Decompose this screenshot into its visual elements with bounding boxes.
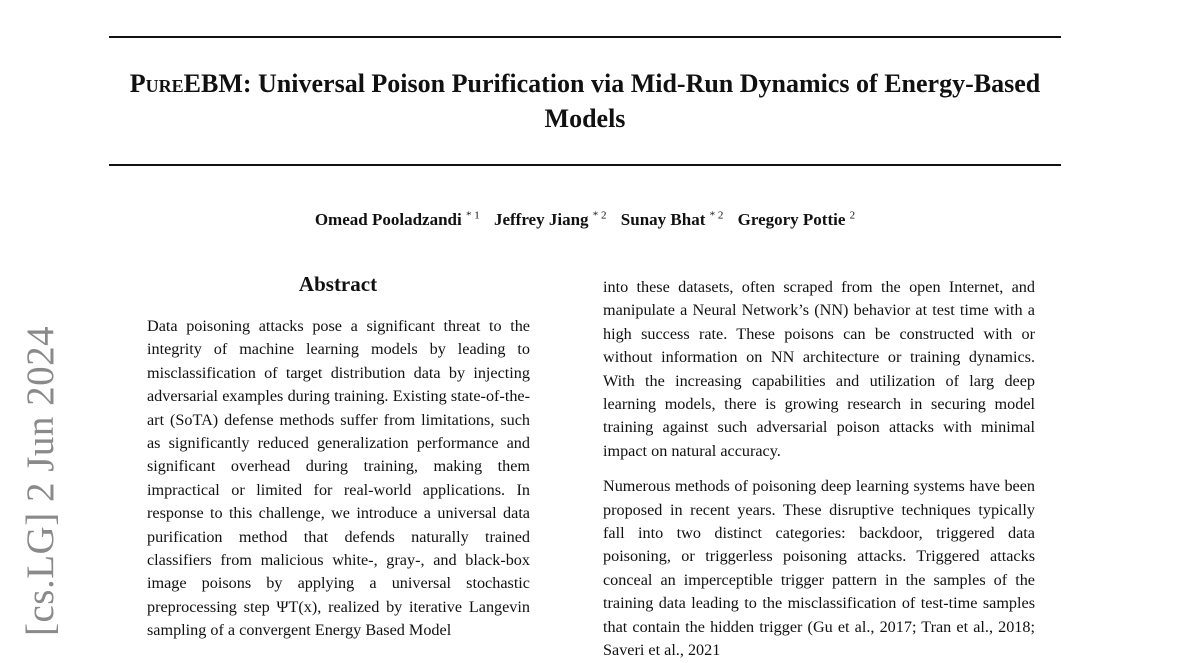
arxiv-identifier-stamp: [cs.LG] 2 Jun 2024 — [19, 325, 62, 636]
author-1 — [315, 210, 480, 229]
author-list — [109, 209, 1061, 230]
author-3 — [621, 210, 724, 229]
bottom-rule — [109, 164, 1061, 166]
author-affiliation: * 1 — [465, 209, 480, 221]
author-name: Gregory Pottie — [737, 209, 846, 229]
author-4 — [738, 210, 856, 229]
author-affiliation: * 2 — [592, 209, 607, 221]
author-name: Sunay Bhat — [620, 209, 706, 229]
abstract-heading: Abstract — [298, 272, 378, 296]
title-rest: : Universal Poison Purification via Mid-Run Dynamics of Energy-Based Models — [242, 69, 1041, 133]
abstract-paragraph: Data poisoning attacks pose a significant threat to the integrity of machine learning models by leading to misclassification of target distribution data by injecting adversarial examples during training. Existing state-of-the-art (SoTA) defense methods suffer from limitations, such as significantly reduced generalization performance and significant overhead during training, making them impractical or limited for real-world applications. In response to this challenge, we introduce a universal data purification method that defends naturally trained classifiers from malicious white-, gray-, and black-box image poisons by applying a universal stochastic preprocessing step ΨT(x), realized by iterative Langevin sampling of a convergent Energy Based Model — [147, 317, 530, 640]
author-affiliation: * 2 — [709, 209, 724, 221]
author-affiliation: 2 — [849, 209, 856, 221]
intro-column — [603, 276, 1035, 663]
intro-paragraph-2: Numerous methods of poisoning deep learning systems have been proposed in recent years. These disruptive techniques typically fall into two distinct categories: backdoor, triggered data poisoning, or triggerless poisoning attacks. Triggered attacks conceal an imperceptible trigger pattern in the samples of the training data leading to the misclassification of test-time samples that contain the hidden trigger (Gu et al., 2017; Tran et al., 2018; Saveri et al., 2021 — [603, 477, 1035, 660]
top-rule — [109, 36, 1061, 38]
author-2 — [494, 210, 607, 229]
intro-paragraph-1: into these datasets, often scraped from the open Internet, and manipulate a Neural Network’s (NN) behavior at test time with a high success rate. These poisons can be constructed with or without information on NN architecture or training dynamics. With the increasing capabilities and utilization of larg deep learning models, there is growing research in securing model training against such adversarial poison attacks with minimal impact on natural accuracy. — [603, 278, 1035, 460]
author-name: Omead Pooladzandi — [314, 209, 462, 229]
title-method-name: PureEBM — [129, 69, 243, 98]
paper-title — [109, 66, 1061, 136]
abstract-column — [147, 315, 530, 643]
author-name: Jeffrey Jiang — [493, 209, 589, 229]
